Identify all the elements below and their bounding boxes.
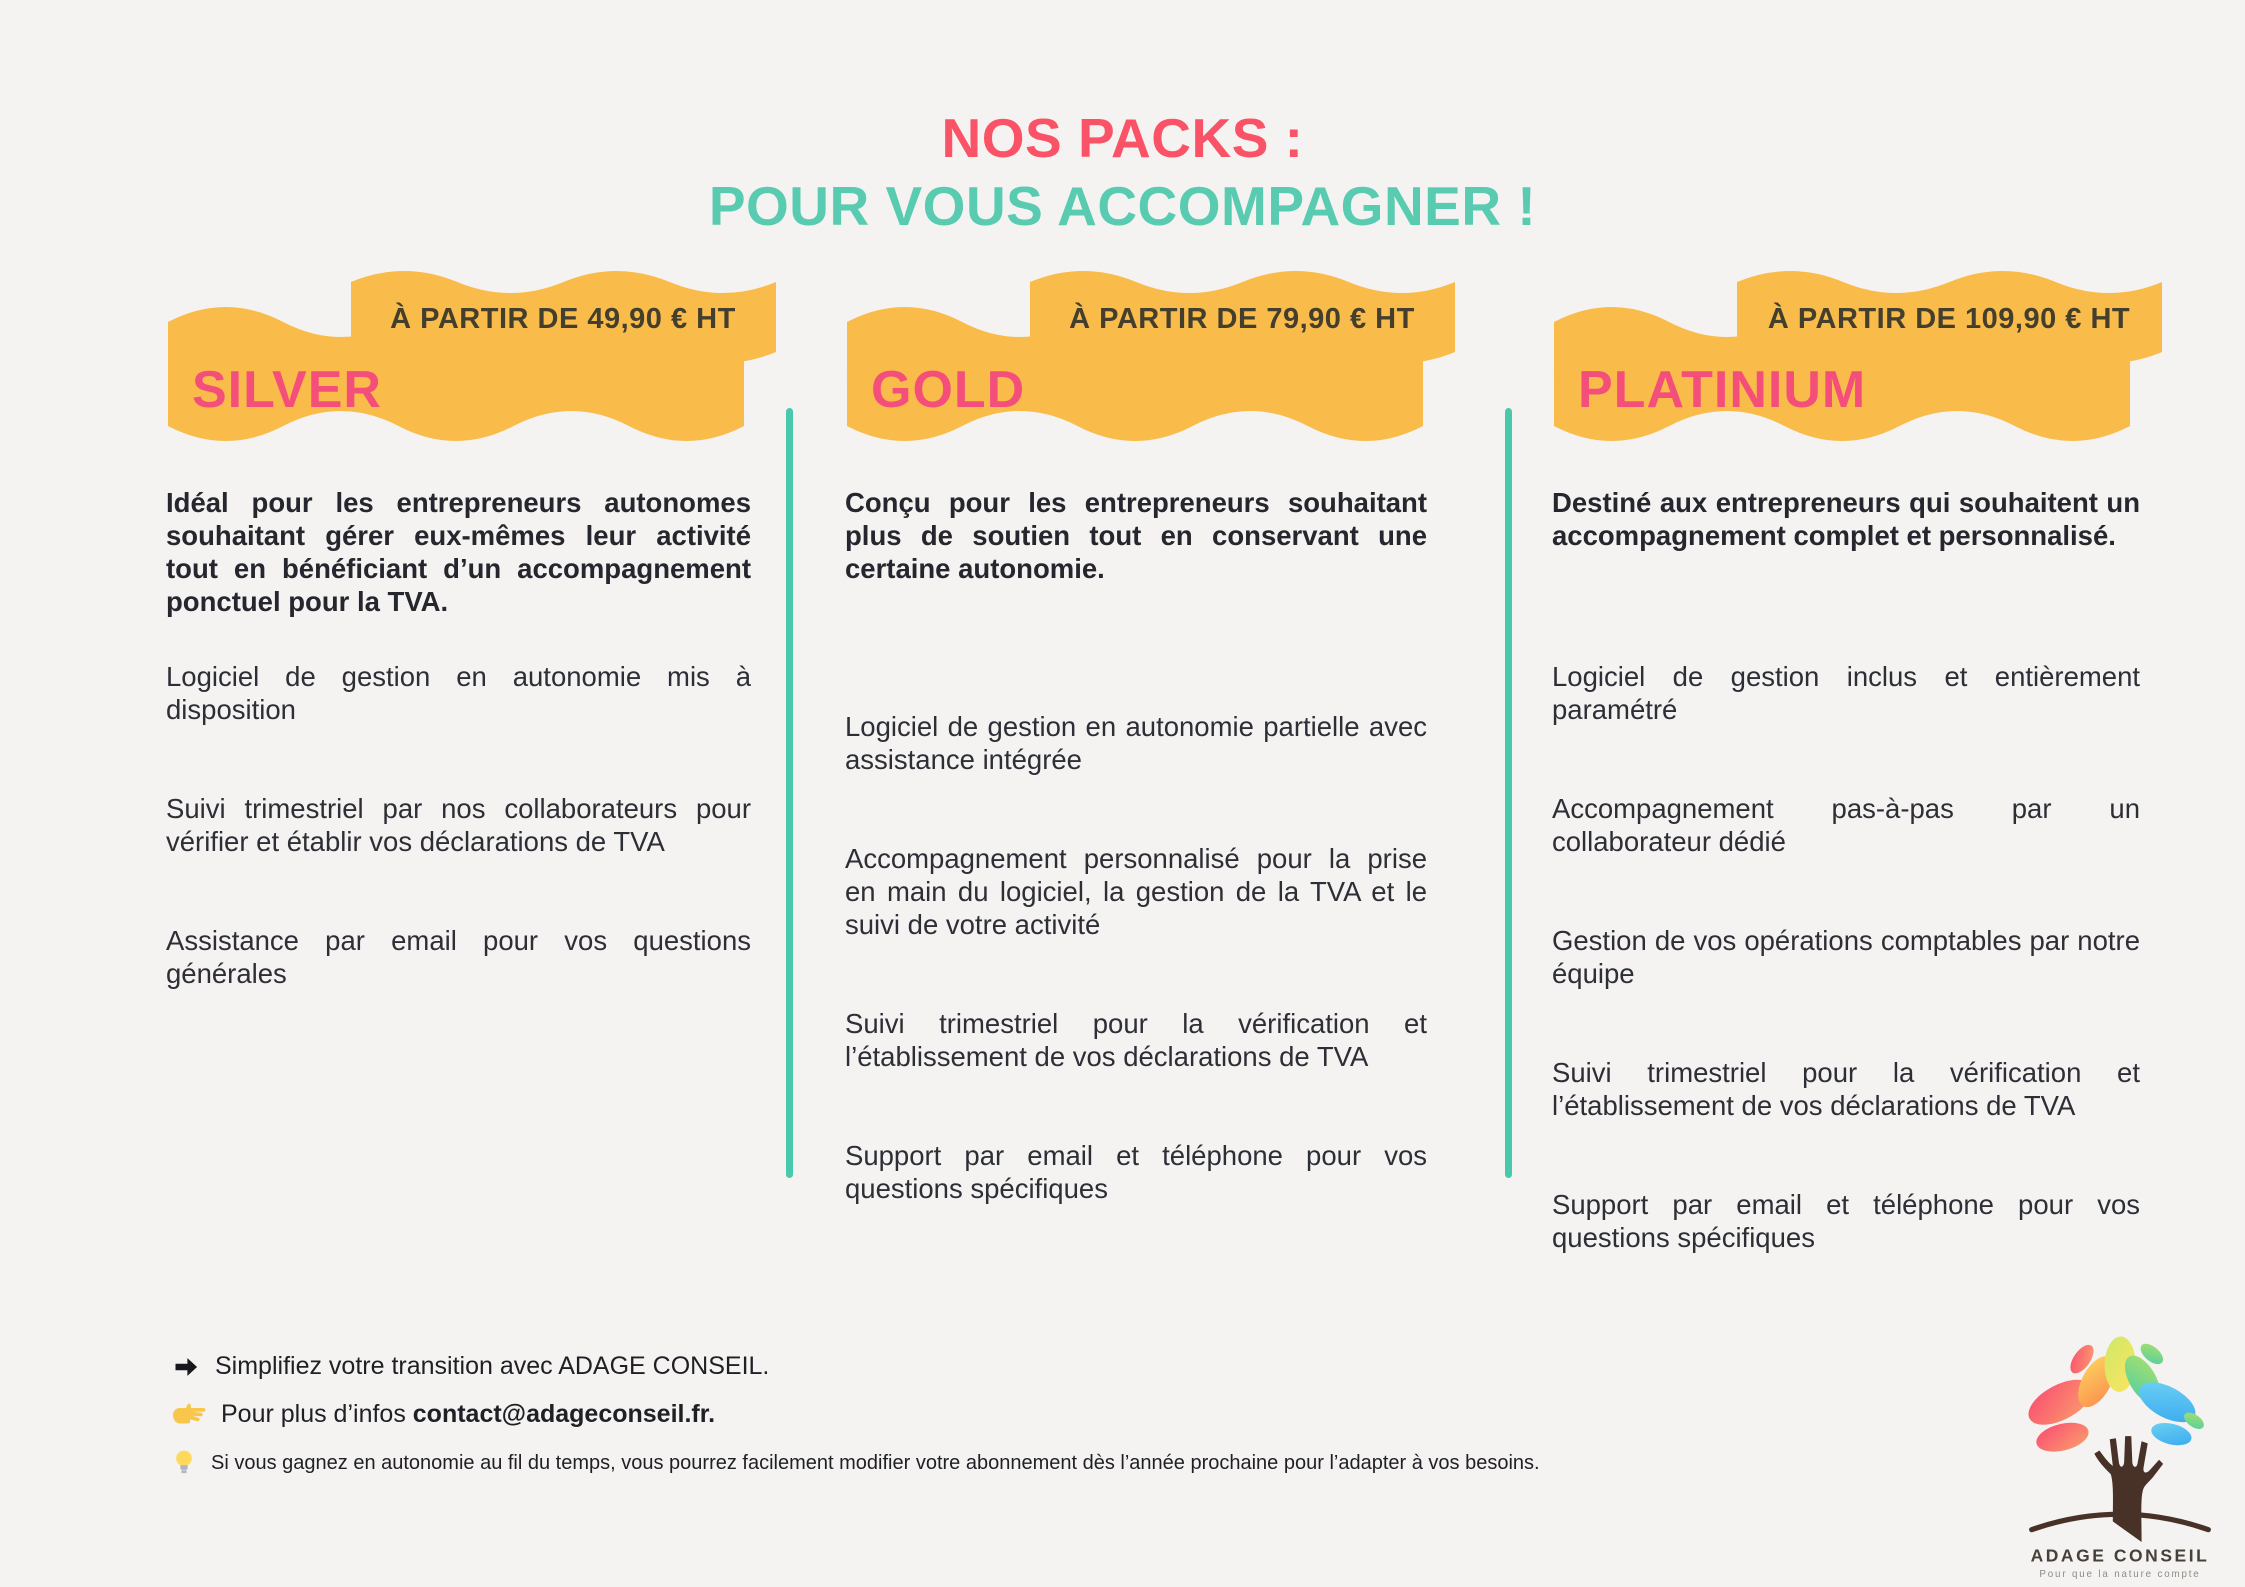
pack-intro: Destiné aux entrepreneurs qui souhaitent un accompagnement complet et personnalisé. [1552, 487, 2140, 551]
column-divider [786, 408, 793, 1178]
pack-feature: Gestion de vos opérations comptables par notre équipe [1552, 925, 2140, 989]
page-title [0, 104, 2245, 240]
footer-note-text [221, 1400, 715, 1429]
column-divider [1505, 408, 1512, 1178]
pack-column-gold [845, 486, 1427, 1205]
pack-header-platinium [1552, 266, 2197, 451]
pack-name-silver: SILVER [192, 361, 382, 419]
pack-feature: Logiciel de gestion en autonomie partielle avec assistance intégrée [845, 711, 1427, 775]
pack-header-silver [166, 266, 811, 451]
pack-name-platinium: PLATINIUM [1578, 361, 1867, 419]
pack-header-gold [845, 266, 1490, 451]
pack-feature: Suivi trimestriel pour la vérification et l’établissement de vos déclarations de TVA [1552, 1057, 2140, 1121]
footer-notes [172, 1352, 1692, 1497]
pack-feature: Support par email et téléphone pour vos questions spécifiques [1552, 1189, 2140, 1253]
footer-note-text: Simplifiez votre transition avec ADAGE CONSEIL. [215, 1352, 770, 1380]
pack-intro: Idéal pour les entrepreneurs autonomes souhaitant gérer eux-mêmes leur activité tout en bénéficiant d’un accompagnement ponctuel pour la TVA. [166, 487, 751, 617]
pack-price-platinium: À PARTIR DE 109,90 € HT [1767, 303, 2131, 335]
arrow-right-icon [172, 1353, 200, 1381]
pack-name-gold: GOLD [871, 361, 1026, 419]
logo-wordmark: ADAGE CONSEIL [2030, 1545, 2210, 1566]
pack-column-platinium [1552, 486, 2140, 1254]
pack-price-silver: À PARTIR DE 49,90 € HT [390, 303, 736, 335]
lightbulb-icon [172, 1448, 196, 1478]
pack-price-gold: À PARTIR DE 79,90 € HT [1069, 303, 1415, 335]
footer-note-text: Si vous gagnez en autonomie au fil du temps, vous pourrez facilement modifier votre abonnement dès l’année prochaine pour l’adapter à vos besoins. [211, 1451, 1540, 1474]
page-title-line1: NOS PACKS : [941, 107, 1304, 169]
page-title-line2: POUR VOUS ACCOMPAGNER ! [708, 175, 1537, 237]
pack-column-silver [166, 486, 751, 990]
tree-hand-logo-icon [2016, 1318, 2224, 1580]
pack-feature: Suivi trimestriel pour la vérification et l’établissement de vos déclarations de TVA [845, 1008, 1427, 1072]
pack-feature: Accompagnement pas-à-pas par un collaborateur dédié [1552, 793, 2140, 857]
pack-feature: Suivi trimestriel par nos collaborateurs pour vérifier et établir vos déclarations de TVA [166, 793, 751, 857]
pack-feature: Assistance par email pour vos questions générales [166, 925, 751, 989]
logo-tagline: Pour que la nature compte [2039, 1568, 2201, 1580]
adage-conseil-logo [2016, 1318, 2224, 1580]
footer-note-transition [172, 1352, 1692, 1381]
footer-note-tip [172, 1448, 1692, 1478]
pack-intro: Conçu pour les entrepreneurs souhaitant plus de soutien tout en conservant une certaine autonomie. [845, 487, 1427, 584]
pack-feature: Logiciel de gestion en autonomie mis à disposition [166, 661, 751, 725]
contact-text: Pour plus d’infos [221, 1400, 413, 1428]
hand-trunk-shape [2094, 1436, 2163, 1542]
pack-feature: Accompagnement personnalisé pour la prise en main du logiciel, la gestion de la TVA et le suivi de votre activité [845, 843, 1427, 940]
pointing-hand-icon [172, 1402, 206, 1428]
contact-email: contact@adageconseil.fr. [412, 1400, 716, 1428]
pack-feature: Support par email et téléphone pour vos questions spécifiques [845, 1140, 1427, 1204]
footer-note-contact [172, 1400, 1692, 1429]
pack-feature: Logiciel de gestion inclus et entièrement paramétré [1552, 661, 2140, 725]
